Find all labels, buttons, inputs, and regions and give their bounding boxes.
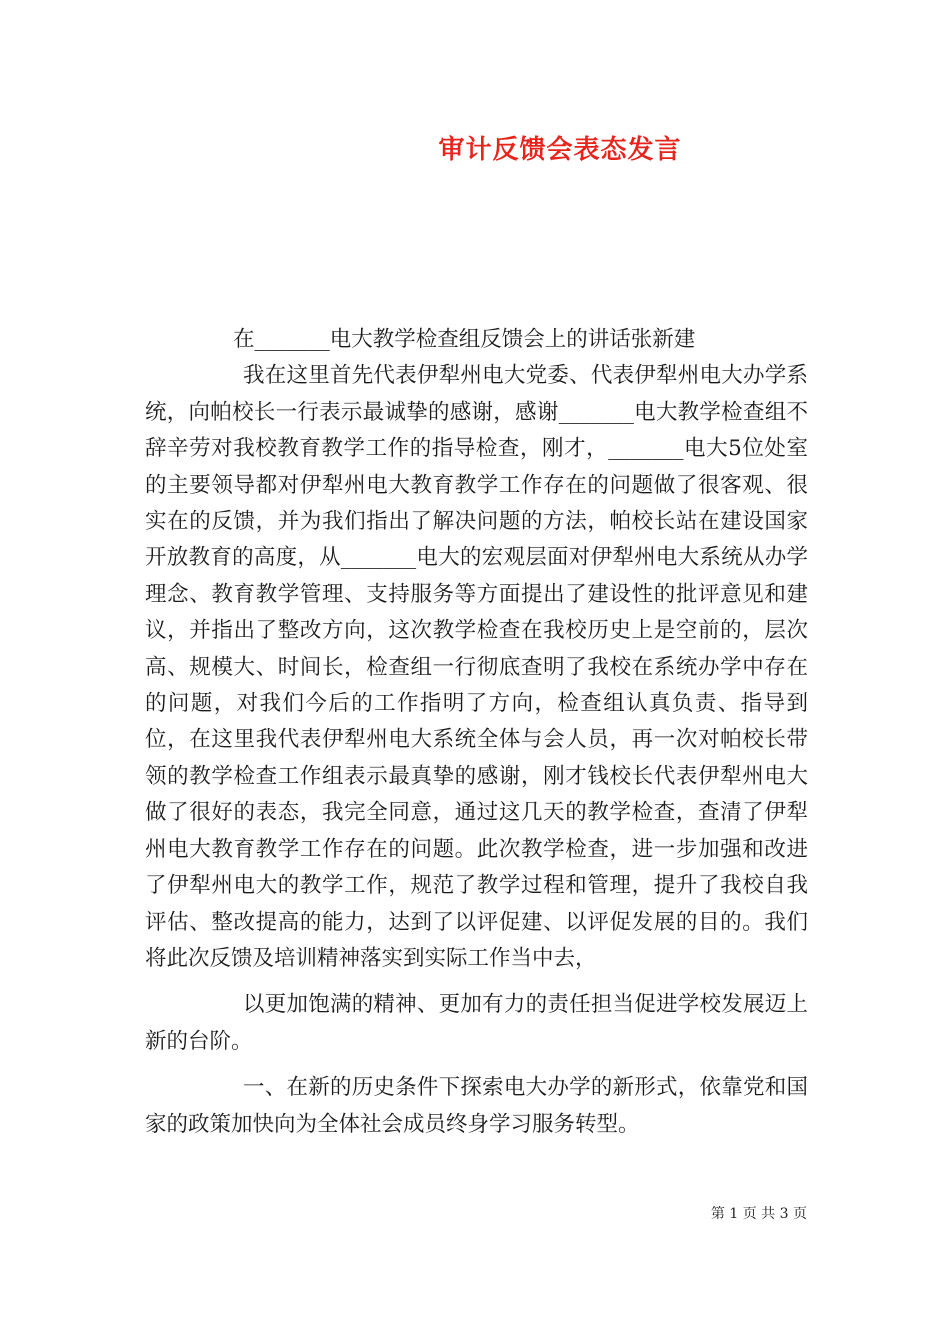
paragraph-1: 我在这里首先代表伊犁州电大党委、代表伊犁州电大办学系统，向帕校长一行表示最诚挚的感谢，感谢_______电大教学检查组不辞辛劳对我校教育教学工作的指导检查，刚才，_______电大5位处室的主要领导都对伊犁州电大教育教学工作存在的问题做了很客观、很实在的反馈，并为我们指出了解决问题的方法，帕校长站在建设国家开放教育的高度，从_______电大的宏观层面对伊犁州电大系统从办学理念、教育教学管理、支持服务等方面提出了建设性的批评意见和建议，并指出了整改方向，这次教学检查在我校历史上是空前的，层次高、规模大、时间长，检查组一行彻底查明了我校在系统办学中存在的问题，对我们今后的工作指明了方向，检查组认真负责、指导到位，在这里我代表伊犁州电大系统全体与会人员，再一次对帕校长带领的教学检查工作组表示最真挚的感谢，刚才钱校长代表伊犁州电大做了很好的表态，我完全同意，通过这几天的教学检查，查清了伊犁州电大教育教学工作存在的问题。此次教学检查，进一步加强和改进了伊犁州电大的教学工作，规范了教学过程和管理，提升了我校自我评估、整改提高的能力，达到了以评促建、以评促发展的目的。我们将此次反馈及培训精神落实到实际工作当中去， [145,363,808,971]
paragraph-2: 以更加饱满的精神、更加有力的责任担当促进学校发展迈上新的台阶。 [145,992,808,1054]
document-body [145,322,808,1143]
speech-subtitle: 在_______电大教学检查组反馈会上的讲话张新建 [233,327,696,352]
page-number: 第 1 页 共 3 页 [710,1206,807,1222]
page-title: 审计反馈会表态发言 [438,135,682,165]
paragraph-3: 一、在新的历史条件下探索电大办学的新形式，依靠党和国家的政策加快向为全体社会成员终身学习服务转型。 [145,1075,808,1137]
